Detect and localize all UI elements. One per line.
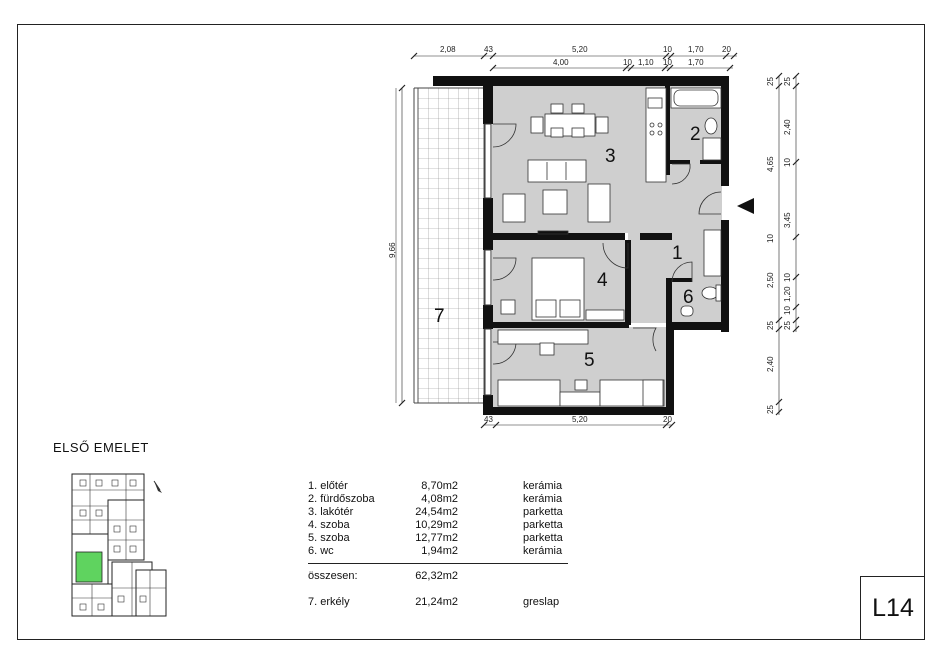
dim-right-1b: 25 xyxy=(783,77,792,86)
room-area: 8,70m2 xyxy=(421,480,458,492)
dim-right-3: 10 xyxy=(783,158,792,167)
room-area: 12,77m2 xyxy=(415,532,458,544)
highlighted-unit xyxy=(76,552,102,582)
dim-right-11: 25 xyxy=(766,321,775,330)
room-area: 1,94m2 xyxy=(421,545,458,557)
dim-right-9: 1,20 xyxy=(783,286,792,302)
dim-inner-3: 1,10 xyxy=(638,58,654,67)
total-label: összesen: xyxy=(308,570,358,582)
room-number-2: 2 xyxy=(690,124,701,145)
room-name: 3. lakótér xyxy=(308,506,354,518)
dim-top-5: 1,70 xyxy=(688,45,704,54)
dim-top-2: 43 xyxy=(484,45,493,54)
dim-right-4: 4,65 xyxy=(766,156,775,172)
room-name: 6. wc xyxy=(308,545,334,557)
room-number-6: 6 xyxy=(683,287,694,308)
dim-left-1: 9,66 xyxy=(388,242,397,258)
dim-inner-1: 4,00 xyxy=(553,58,569,67)
dim-right-6: 10 xyxy=(766,234,775,243)
total-area: 62,32m2 xyxy=(415,570,458,582)
room-material: parketta xyxy=(523,519,563,531)
dim-right-13: 25 xyxy=(766,405,775,414)
room-number-7: 7 xyxy=(434,306,445,327)
room-number-5: 5 xyxy=(584,350,595,371)
dim-right-5: 3,45 xyxy=(783,212,792,228)
dim-right-1: 25 xyxy=(766,77,775,86)
balcony-area: 21,24m2 xyxy=(415,596,458,608)
room-number-4: 4 xyxy=(597,270,608,291)
room-area: 4,08m2 xyxy=(421,493,458,505)
room-area: 24,54m2 xyxy=(415,506,458,518)
floor-label: ELSŐ EMELET xyxy=(53,440,149,455)
room-name: 4. szoba xyxy=(308,519,350,531)
dim-right-2: 2,40 xyxy=(783,119,792,135)
dim-bottom-3: 20 xyxy=(663,415,672,424)
dim-bottom-1: 43 xyxy=(484,415,493,424)
unit-code: L14 xyxy=(872,594,914,622)
dim-top-6: 20 xyxy=(722,45,731,54)
dim-right-11b: 25 xyxy=(783,321,792,330)
apartment-floor xyxy=(492,86,722,407)
total-row xyxy=(308,570,608,583)
dim-right-10: 10 xyxy=(783,306,792,315)
balcony-material: greslap xyxy=(523,596,560,608)
room-material: kerámia xyxy=(523,545,563,557)
room-material: kerámia xyxy=(523,480,563,492)
room-area: 10,29m2 xyxy=(415,519,458,531)
dim-right-12: 2,40 xyxy=(766,356,775,372)
balcony-label: 7. erkély xyxy=(308,596,350,608)
balcony-row xyxy=(308,596,608,609)
dim-inner-4: 10 xyxy=(663,58,672,67)
dim-top-1: 2,08 xyxy=(440,45,456,54)
unit-code-box xyxy=(860,576,925,640)
room-name: 1. előtér xyxy=(308,480,348,492)
room-name: 2. fürdőszoba xyxy=(308,493,375,505)
room-name: 5. szoba xyxy=(308,532,350,544)
dim-inner-5: 1,70 xyxy=(688,58,704,67)
room-number-1: 1 xyxy=(672,243,683,264)
room-number-3: 3 xyxy=(605,146,616,167)
dim-top-3: 5,20 xyxy=(572,45,588,54)
windows xyxy=(485,124,491,395)
room-material: parketta xyxy=(523,532,563,544)
total-divider xyxy=(308,563,568,564)
key-plan xyxy=(72,474,166,616)
dim-bottom-2: 5,20 xyxy=(572,415,588,424)
room-material: parketta xyxy=(523,506,563,518)
dim-top-4: 10 xyxy=(663,45,672,54)
dim-right-7: 2,50 xyxy=(766,272,775,288)
balcony-area xyxy=(396,88,484,403)
dim-right-8: 10 xyxy=(783,273,792,282)
room-material: kerámia xyxy=(523,493,563,505)
dim-inner-2: 10 xyxy=(623,58,632,67)
entrance-arrow xyxy=(737,198,754,214)
